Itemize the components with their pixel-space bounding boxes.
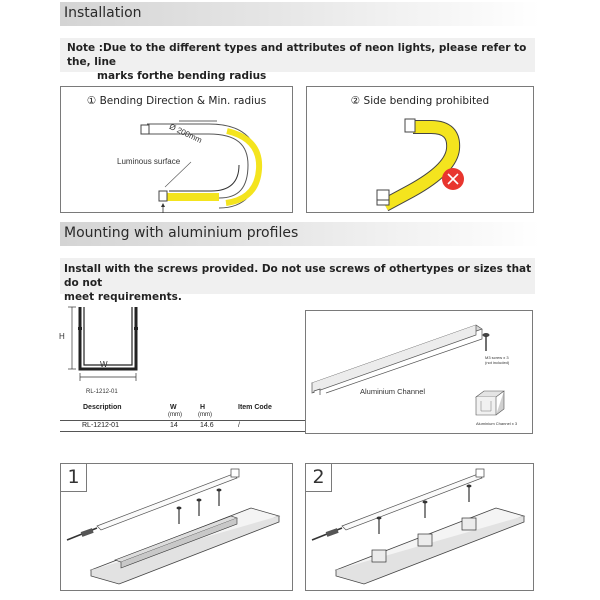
mounting-header: Mounting with aluminium profiles xyxy=(60,222,540,246)
mounting-note xyxy=(60,258,535,303)
radius-label: Ø 200mm xyxy=(167,121,204,146)
table-header-item-code: Item Code xyxy=(238,404,272,411)
screw-icon xyxy=(483,333,490,351)
table-header-h: H xyxy=(200,404,206,411)
installation-note xyxy=(60,38,535,82)
table-unit-h: (mm) xyxy=(198,412,212,418)
table-unit-w: (mm) xyxy=(168,412,182,418)
step-2-panel xyxy=(305,463,534,591)
table-cell-description: RL-1212-01 xyxy=(82,422,119,429)
table-header-description: Description xyxy=(83,404,122,411)
prohibited-icon xyxy=(442,168,464,190)
bending-direction-title: ① Bending Direction & Min. radius xyxy=(86,95,267,107)
step-2-illustration xyxy=(306,464,535,592)
step-1-illustration xyxy=(61,464,294,592)
profile-w-label: W xyxy=(100,360,108,369)
bending-direction-panel xyxy=(60,86,293,213)
step-1-panel xyxy=(60,463,293,591)
installation-header: Installation xyxy=(60,2,540,26)
step-1-number: 1 xyxy=(61,464,87,492)
luminous-surface-label: Luminous surface xyxy=(117,157,181,166)
installation-note-line2: marks forthe bending radius xyxy=(97,70,267,82)
side-bending-illustration xyxy=(307,87,535,214)
profile-cross-section xyxy=(58,305,148,395)
mounting-note-line1: Install with the screws provided. Do not use screws of othertypes or sizes that do not xyxy=(64,263,532,289)
screw-label: M3 screw x 3 (not included) xyxy=(485,355,510,365)
channel3-label: Aluminium Channel x 3 xyxy=(476,421,518,426)
profile-h-label: H xyxy=(59,332,65,341)
channel-illustration xyxy=(306,311,534,435)
aluminium-channel-panel xyxy=(305,310,533,434)
small-channel-icon xyxy=(476,391,504,415)
side-bending-panel xyxy=(306,86,534,213)
aluminium-channel-label: Aluminium Channel xyxy=(360,387,426,396)
table-header-w: W xyxy=(170,404,177,411)
installation-note-line1: Note :Due to the different types and attributes of neon lights, please refer to the, line xyxy=(67,42,527,68)
bending-illustration xyxy=(61,87,294,214)
step-2-number: 2 xyxy=(306,464,332,492)
mounting-note-line2: meet requirements. xyxy=(64,291,182,303)
side-bending-title: ② Side bending prohibited xyxy=(350,95,490,107)
table-cell-h: 14.6 xyxy=(200,422,214,429)
profile-model-label: RL-1212-01 xyxy=(86,389,118,395)
spec-table xyxy=(60,400,322,436)
table-cell-item-code: / xyxy=(238,422,240,429)
table-cell-w: 14 xyxy=(170,422,178,429)
